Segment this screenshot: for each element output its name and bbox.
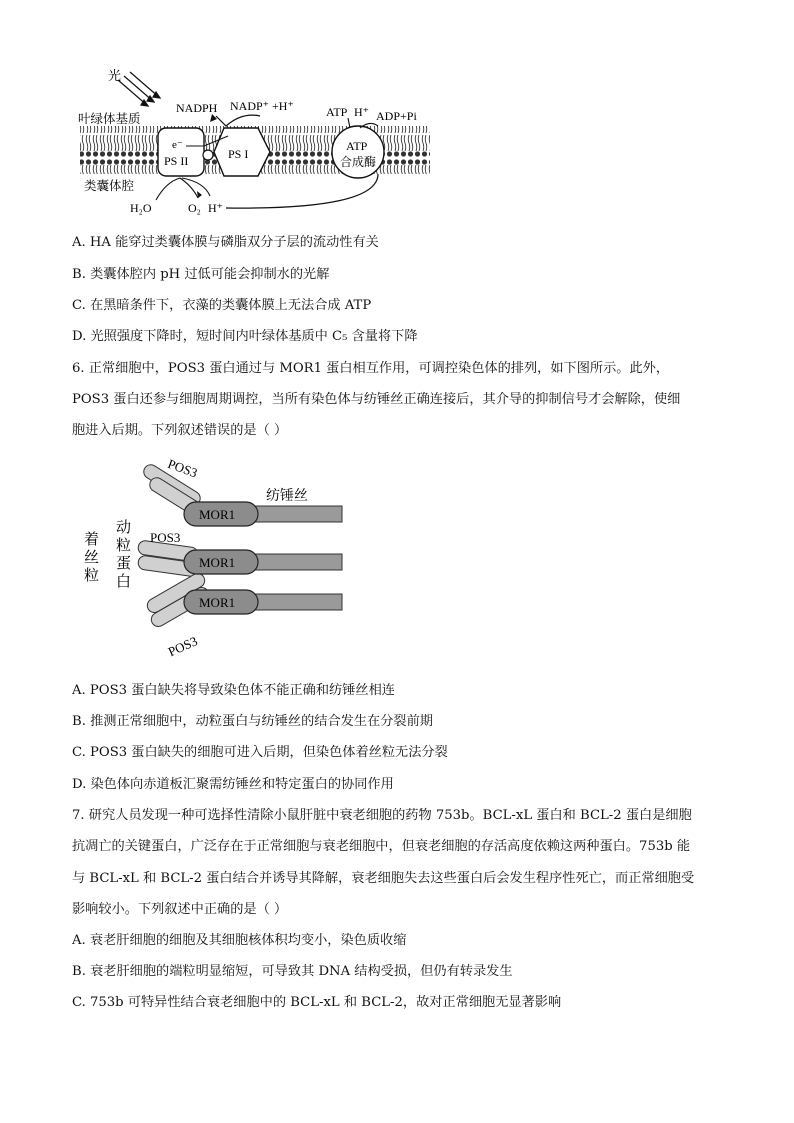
q7-option-c: C. 753b 可特异性结合衰老细胞中的 BCL-xL 和 BCL-2，故对正常细胞无显著影响 [72, 995, 562, 1010]
svg-text:白: 白 [116, 574, 132, 590]
svg-text:粒: 粒 [84, 568, 100, 584]
q5-option-d: D. 光照强度下降时，短时间内叶绿体基质中 C₅ 含量将下降 [72, 329, 418, 344]
centromere-label [84, 531, 99, 584]
ps1-label: PS I [228, 147, 249, 161]
kinetochore-label [116, 519, 131, 590]
atp-synthase-label-2: 合成酶 [340, 155, 377, 169]
q6-option-d: D. 染色体向赤道板汇聚需纺锤丝和特定蛋白的协同作用 [72, 777, 394, 792]
q7-option-b: B. 衰老肝细胞的端粒明显缩短，可导致其 DNA 结构受损，但仍有转录发生 [72, 964, 513, 979]
h-plus-bottom-label: H⁺ [208, 201, 223, 215]
q7-option-a: A. 衰老肝细胞的细胞及其细胞核体积均变小，染色质收缩 [72, 933, 407, 948]
q7-stem-line-3: 与 BCL-xL 和 BCL-2 蛋白结合并诱导其降解，衰老细胞失去这些蛋白后会发生程序性死亡，而正常细胞受 [72, 871, 695, 886]
atp-label: ATP [326, 105, 348, 119]
nadp-plus-label: NADP⁺ +H⁺ [230, 99, 294, 113]
light-arrows [118, 72, 160, 106]
q6-stem-line-3: 胞进入后期。下列叙述错误的是（ ） [72, 423, 288, 438]
nadph-label: NADPH [176, 101, 218, 115]
h-plus-top-label: H⁺ [354, 105, 369, 119]
pos3-label-top: POS3 [165, 458, 200, 481]
o2-label: O₂ [188, 201, 201, 215]
pos3-label-mid: POS3 [150, 530, 181, 545]
q7-stem-line-1: 7. 研究人员发现一种可选择性清除小鼠肝脏中衰老细胞的药物 753b。BCL-xL 蛋白和 BCL-2 蛋白是细胞 [72, 808, 692, 823]
pos3-mor1-diagram [80, 458, 360, 662]
light-label: 光 [108, 68, 122, 83]
lumen-label: 类囊体腔 [84, 179, 135, 193]
spindle-label: 纺锤丝 [266, 489, 308, 504]
mor1-label-2: MOR1 [199, 555, 236, 570]
q5-option-c: C. 在黑暗条件下，衣藻的类囊体膜上无法合成 ATP [72, 298, 372, 313]
thylakoid-membrane-diagram [78, 62, 438, 226]
q6-stem-line-2: POS3 蛋白还参与细胞周期调控，当所有染色体与纺锤丝正确连接后，其介导的抑制信号才会解除，使细 [72, 392, 681, 407]
q7-stem-line-4: 影响较小。下列叙述中正确的是（ ） [72, 902, 288, 917]
q5-option-b: B. 类囊体腔内 pH 过低可能会抑制水的光解 [72, 267, 330, 282]
adp-pi-label: ADP+Pi [376, 109, 417, 123]
q5-option-a: A. HA 能穿过类囊体膜与磷脂双分子层的流动性有关 [72, 235, 379, 250]
svg-text:动: 动 [116, 520, 132, 536]
svg-text:着: 着 [84, 532, 100, 548]
q6-stem-line-1: 6. 正常细胞中，POS3 蛋白通过与 MOR1 蛋白相互作用，可调控染色体的排列，如下图所示。此外， [72, 361, 670, 376]
plastoquinone [203, 150, 213, 160]
stroma-label: 叶绿体基质 [78, 112, 141, 126]
q6-option-c: C. POS3 蛋白缺失的细胞可进入后期，但染色体着丝粒无法分裂 [72, 745, 448, 760]
ps2-label: PS II [164, 154, 189, 168]
svg-text:蛋: 蛋 [116, 556, 132, 572]
q6-option-b: B. 推测正常细胞中，动粒蛋白与纺锤丝的结合发生在分裂前期 [72, 714, 433, 729]
electron-label: e⁻ [172, 139, 183, 151]
h2o-label: H₂O [130, 201, 152, 215]
mor1-label-3: MOR1 [199, 595, 236, 610]
svg-text:丝: 丝 [84, 550, 100, 566]
q7-stem-line-2: 抗凋亡的关键蛋白，广泛存在于正常细胞与衰老细胞中，但衰老细胞的存活高度依赖这两种蛋白。753b 能 [72, 839, 691, 854]
atp-synthase-label-1: ATP [346, 139, 368, 153]
pos3-label-bottom: POS3 [165, 633, 200, 658]
q6-option-a: A. POS3 蛋白缺失将导致染色体不能正确和纺锤丝相连 [72, 683, 395, 698]
mor1-label-1: MOR1 [199, 507, 236, 522]
ps2-complex [158, 128, 204, 176]
svg-text:粒: 粒 [116, 538, 132, 554]
